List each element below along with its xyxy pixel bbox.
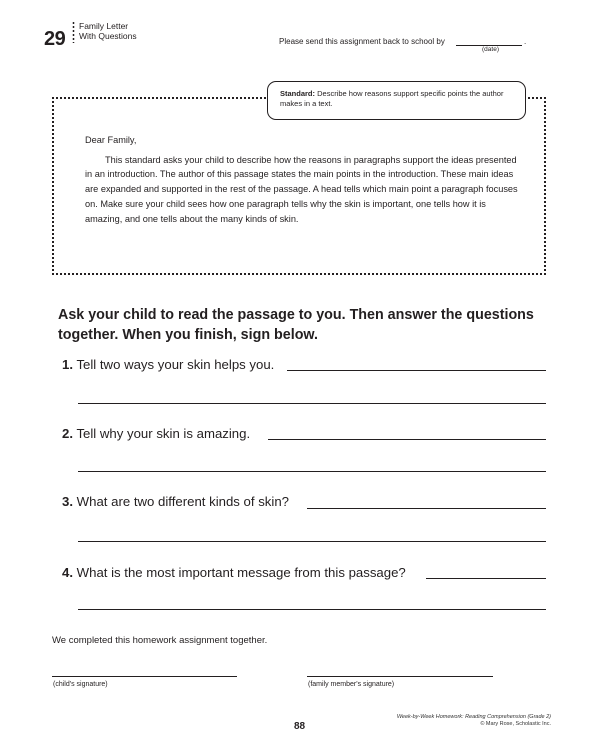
footer-page-number: 88 [294,721,306,732]
child-signature-label: (child's signature) [53,681,108,688]
answer-line[interactable] [78,609,546,610]
question-4-number: 4. [62,565,73,580]
family-signature-line[interactable] [307,676,493,677]
answer-line[interactable] [268,439,546,440]
question-1-number: 1. [62,357,73,372]
question-3 [62,494,289,509]
answer-line[interactable] [307,508,546,509]
question-4-text: What is the most important message from this passage? [76,565,406,580]
family-signature-label: (family member's signature) [308,681,395,688]
letter-salutation: Dear Family, [85,135,137,145]
answer-line[interactable] [426,578,546,579]
footer-book-title: Week-by-Week Homework: Reading Comprehension (Grade 2) [396,714,551,720]
section-title-line2: With Questions [79,31,137,41]
letter-body: This standard asks your child to describe how the reasons in paragraphs support the ideas presented in an introduction. The author of this passage states the main points in the introduction. These main ideas are expanded and supported in the rest of the passage. A head tells which main point a paragraph focuses on. Make sure your child sees how one paragraph tells why the skin is important, one tells how it is amazing, and one tells about the many kinds of skin. [85,154,518,224]
header-divider [72,21,75,43]
question-1 [62,357,274,372]
answer-line[interactable] [287,370,546,371]
child-signature-line[interactable] [52,676,237,677]
completion-statement: We completed this homework assignment together. [52,635,268,646]
answer-line[interactable] [78,471,546,472]
question-4 [62,565,406,580]
standard-label: Standard: [280,89,316,98]
footer-credit [375,714,551,728]
question-1-text: Tell two ways your skin helps you. [76,357,275,372]
question-3-text: What are two different kinds of skin? [76,494,289,509]
page-number: 29 [44,28,66,50]
question-2-number: 2. [62,426,73,441]
send-back-period: . [524,37,527,46]
question-3-number: 3. [62,494,73,509]
section-title-line1: Family Letter [79,21,129,31]
footer-copyright: © Mary Rose, Scholastic Inc. [480,721,551,727]
family-letter [85,133,525,226]
question-2-text: Tell why your skin is amazing. [76,426,251,441]
standard-text: Describe how reasons support specific points the author makes in a text. [280,89,504,108]
answer-line[interactable] [78,541,546,542]
standard-callout [267,81,526,120]
answer-line[interactable] [78,403,546,404]
section-title [79,21,137,41]
send-back-instruction: Please send this assignment back to school by [279,37,445,46]
date-label: (date) [482,46,499,53]
question-2 [62,426,250,441]
instructions: Ask your child to read the passage to you. Then answer the questions together. When you finish, sign below. [58,307,534,343]
